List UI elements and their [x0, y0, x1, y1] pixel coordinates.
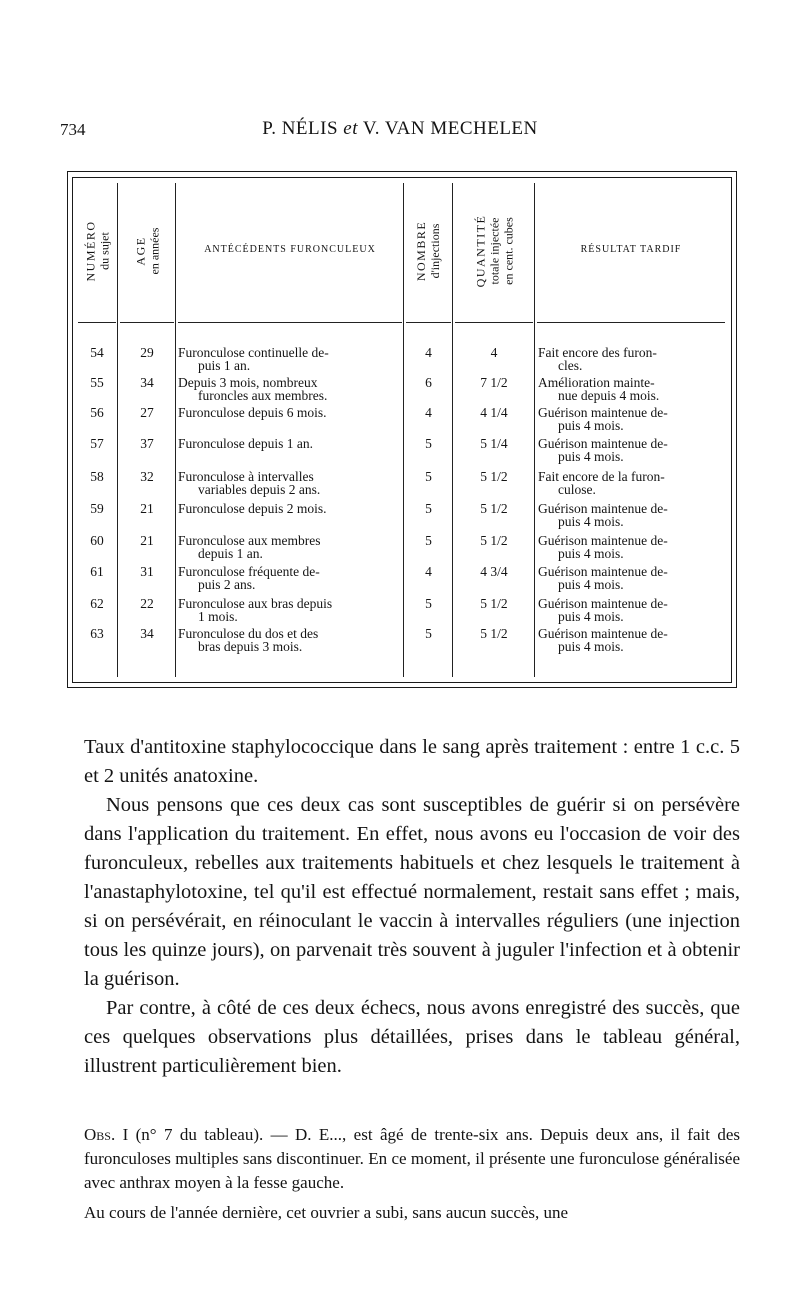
header-rule [178, 322, 402, 323]
header-rule [78, 322, 116, 323]
header-numero: NUMÉRO du sujet [83, 220, 112, 282]
cell-age: 32 [140, 469, 154, 484]
observation-continuation: Au cours de l'année dernière, cet ouvrier a subi, sans aucun succès, une [84, 1203, 569, 1222]
cell-antecedents: Furonculose aux membres depuis 1 an. [178, 533, 321, 561]
cell-quantite: 4 3/4 [480, 564, 508, 579]
observation-text: (n° 7 du tableau). — D. E..., est âgé de trente-six ans. Depuis deux ans, il fait des furonculoses multiples sans discontinuer. En ce moment, il présente une furonculose généralisée avec anthrax moyen à la fesse gauche. [84, 1125, 740, 1192]
column-divider [117, 183, 118, 677]
cell-quantite: 5 1/2 [480, 626, 508, 641]
paragraph-3: Par contre, à côté de ces deux échecs, nous avons enregistré des succès, que ces quelques observations plus détaillées, prises dans le tableau général, illustrent particulièrement bien. [84, 997, 740, 1077]
cell-injections: 5 [425, 626, 432, 641]
paragraph-1: Taux d'antitoxine staphylococcique dans le sang après traitement : entre 1 c.c. 5 et 2 unités anatoxine. [84, 736, 740, 787]
header-antecedents: ANTÉCÉDENTS FURONCULEUX [204, 244, 376, 255]
body-text [84, 733, 740, 1081]
cell-injections: 4 [425, 345, 432, 360]
page-number: 734 [60, 120, 86, 139]
cell-injections: 6 [425, 375, 432, 390]
cell-resultat: Fait encore des furon- cles. [538, 345, 657, 373]
cell-antecedents: Furonculose à intervalles variables depuis 2 ans. [178, 469, 321, 497]
cell-injections: 4 [425, 564, 432, 579]
cell-age: 27 [140, 405, 154, 420]
column-divider [403, 183, 404, 677]
cell-age: 34 [140, 626, 154, 641]
cell-quantite: 4 1/4 [480, 405, 508, 420]
cell-numero: 55 [90, 375, 104, 390]
header-resultat: RÉSULTAT TARDIF [580, 244, 682, 255]
cell-numero: 63 [90, 626, 104, 641]
paragraph-2: Nous pensons que ces deux cas sont susceptibles de guérir si on persévère dans l'application du traitement. En effet, nous avons eu l'occasion de voir des furonculeux, rebelles aux traitements habituels et chez lesquels le traitement à l'anastaphylotoxine, tel qu'il est effectué normalement, restait sans effet ; mais, si on persévérait, en réinoculant le vaccin à intervalles réguliers (une injection tous les quinze jours), on parvenait très souvent à juguler l'infection et à obtenir la guérison. [84, 794, 740, 990]
cell-numero: 59 [90, 501, 104, 516]
cell-quantite: 4 [490, 345, 498, 360]
cell-resultat: Guérison maintenue de- puis 4 mois. [538, 564, 668, 592]
column-divider [452, 183, 453, 677]
author-1: P. NÉLIS [262, 118, 339, 139]
cell-antecedents: Furonculose depuis 2 mois. [178, 501, 327, 516]
running-header [60, 118, 740, 146]
observation-label: Obs. I [84, 1125, 129, 1144]
cell-quantite: 5 1/4 [480, 436, 508, 451]
cell-age: 37 [140, 436, 154, 451]
cell-resultat: Amélioration mainte- nue depuis 4 mois. [538, 375, 660, 403]
cell-antecedents: Furonculose fréquente de- puis 2 ans. [178, 564, 320, 592]
cell-antecedents: Furonculose du dos et des bras depuis 3 mois. [178, 626, 319, 654]
cell-quantite: 5 1/2 [480, 596, 508, 611]
cell-injections: 5 [425, 469, 432, 484]
cell-age: 22 [140, 596, 154, 611]
cell-numero: 58 [90, 469, 104, 484]
cell-resultat: Guérison maintenue de- puis 4 mois. [538, 626, 668, 654]
cell-antecedents: Depuis 3 mois, nombreux furoncles aux membres. [178, 375, 328, 403]
cell-antecedents: Furonculose continuelle de- puis 1 an. [178, 345, 329, 373]
cell-quantite: 5 1/2 [480, 533, 508, 548]
cell-antecedents: Furonculose depuis 6 mois. [178, 405, 327, 420]
observation-section [84, 1123, 740, 1231]
header-rule [406, 322, 451, 323]
header-age: AGE en années [132, 227, 161, 275]
cell-age: 21 [140, 533, 154, 548]
cell-numero: 61 [90, 564, 104, 579]
cell-quantite: 5 1/2 [480, 501, 508, 516]
cell-age: 29 [140, 345, 154, 360]
author-conjunction: et [343, 118, 358, 139]
cell-injections: 5 [425, 596, 432, 611]
cell-numero: 57 [90, 436, 104, 451]
cell-injections: 5 [425, 533, 432, 548]
column-divider [534, 183, 535, 677]
cell-injections: 5 [425, 501, 432, 516]
cell-resultat: Guérison maintenue de- puis 4 mois. [538, 596, 668, 624]
cell-numero: 62 [90, 596, 104, 611]
cell-resultat: Guérison maintenue de- puis 4 mois. [538, 533, 668, 561]
cell-antecedents: Furonculose aux bras depuis 1 mois. [178, 596, 333, 624]
cell-quantite: 5 1/2 [480, 469, 508, 484]
cell-quantite: 7 1/2 [480, 375, 508, 390]
cell-numero: 54 [90, 345, 104, 360]
cell-age: 31 [140, 564, 154, 579]
cell-injections: 4 [425, 405, 432, 420]
cell-numero: 56 [90, 405, 104, 420]
cell-resultat: Fait encore de la furon- culose. [538, 469, 665, 497]
header-quantite: QUANTITÉ totale injectée en cent. cubes [473, 214, 515, 288]
header-nombre: NOMBRE d'injections [414, 220, 443, 282]
cell-resultat: Guérison maintenue de- puis 4 mois. [538, 436, 668, 464]
header-rule [120, 322, 174, 323]
cell-resultat: Guérison maintenue de- puis 4 mois. [538, 405, 668, 433]
observation-paragraph [84, 1123, 740, 1195]
running-title [60, 118, 740, 140]
header-rule [455, 322, 533, 323]
cell-resultat: Guérison maintenue de- puis 4 mois. [538, 501, 668, 529]
cell-antecedents: Furonculose depuis 1 an. [178, 436, 313, 451]
cell-numero: 60 [90, 533, 104, 548]
cell-age: 34 [140, 375, 154, 390]
cell-injections: 5 [425, 436, 432, 451]
author-2: V. VAN MECHELEN [362, 118, 538, 139]
column-divider [175, 183, 176, 677]
header-rule [537, 322, 725, 323]
cell-age: 21 [140, 501, 154, 516]
